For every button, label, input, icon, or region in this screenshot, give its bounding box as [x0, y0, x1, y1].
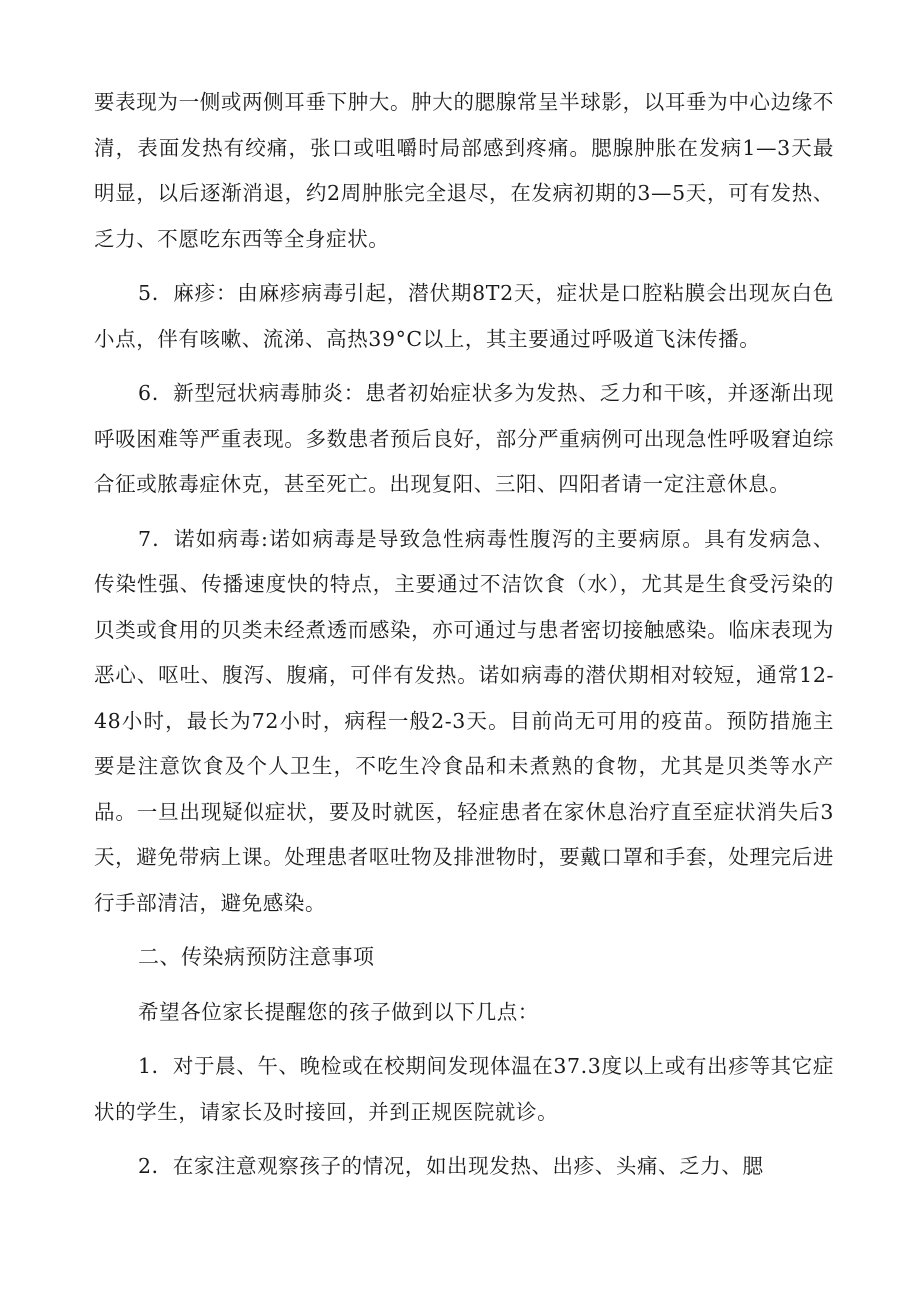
paragraph-measles: 5．麻疹：由麻疹病毒引起，潜伏期8T2天，症状是口腔粘膜会出现灰白色小点，伴有咳嗽、流涕、高热39°C以上，其主要通过呼吸道飞沫传播。 [94, 281, 834, 351]
paragraph-item-1: 1．对于晨、午、晚检或在校期间发现体温在37.3度以上或有出疹等其它症状的学生，请家长及时接回，并到正规医院就诊。 [94, 1054, 834, 1124]
document-body [94, 80, 834, 1199]
paragraph-covid: 6．新型冠状病毒肺炎：患者初始症状多为发热、乏力和干咳，并逐渐出现呼吸困难等严重表现。多数患者预后良好，部分严重病例可出现急性呼吸窘迫综合征或脓毒症休克，甚至死亡。出现复阳、三阳、四阳者请一定注意休息。 [94, 381, 834, 496]
paragraph-norovirus: 7．诺如病毒:诺如病毒是导致急性病毒性腹泻的主要病原。具有发病急、传染性强、传播速度快的特点，主要通过不洁饮食（水），尤其是生食受污染的贝类或食用的贝类未经煮透而感染，亦可通过与患者密切接触感染。临床表现为恶心、呕吐、腹泻、腹痛，可伴有发热。诺如病毒的潜伏期相对较短，通常12-48小时，最长为72小时，病程一般2-3天。目前尚无可用的疫苗。预防措施主要是注意饮食及个人卫生，不吃生冷食品和未煮熟的食物，尤其是贝类等水产品。一旦出现疑似症状，要及时就医，轻症患者在家休息治疗直至症状消失后3天，避免带病上课。处理患者呕吐物及排泄物时，要戴口罩和手套，处理完后进行手部清洁，避免感染。 [94, 526, 834, 915]
paragraph-item-2: 2．在家注意观察孩子的情况，如出现发热、出疹、头痛、乏力、腮 [138, 1154, 764, 1178]
paragraph-parents-intro: 希望各位家长提醒您的孩子做到以下几点： [138, 999, 539, 1024]
section-heading-prevention: 二、传染病预防注意事项 [138, 945, 375, 969]
paragraph-mumps-continued: 要表现为一侧或两侧耳垂下肿大。肿大的腮腺常呈半球影，以耳垂为中心边缘不清，表面发热有绞痛，张口或咀嚼时局部感到疼痛。腮腺肿胀在发病1—3天最明显，以后逐渐消退，约2周肿胀完全退尽，在发病初期的3—5天，可有发热、乏力、不愿吃东西等全身症状。 [94, 90, 834, 251]
